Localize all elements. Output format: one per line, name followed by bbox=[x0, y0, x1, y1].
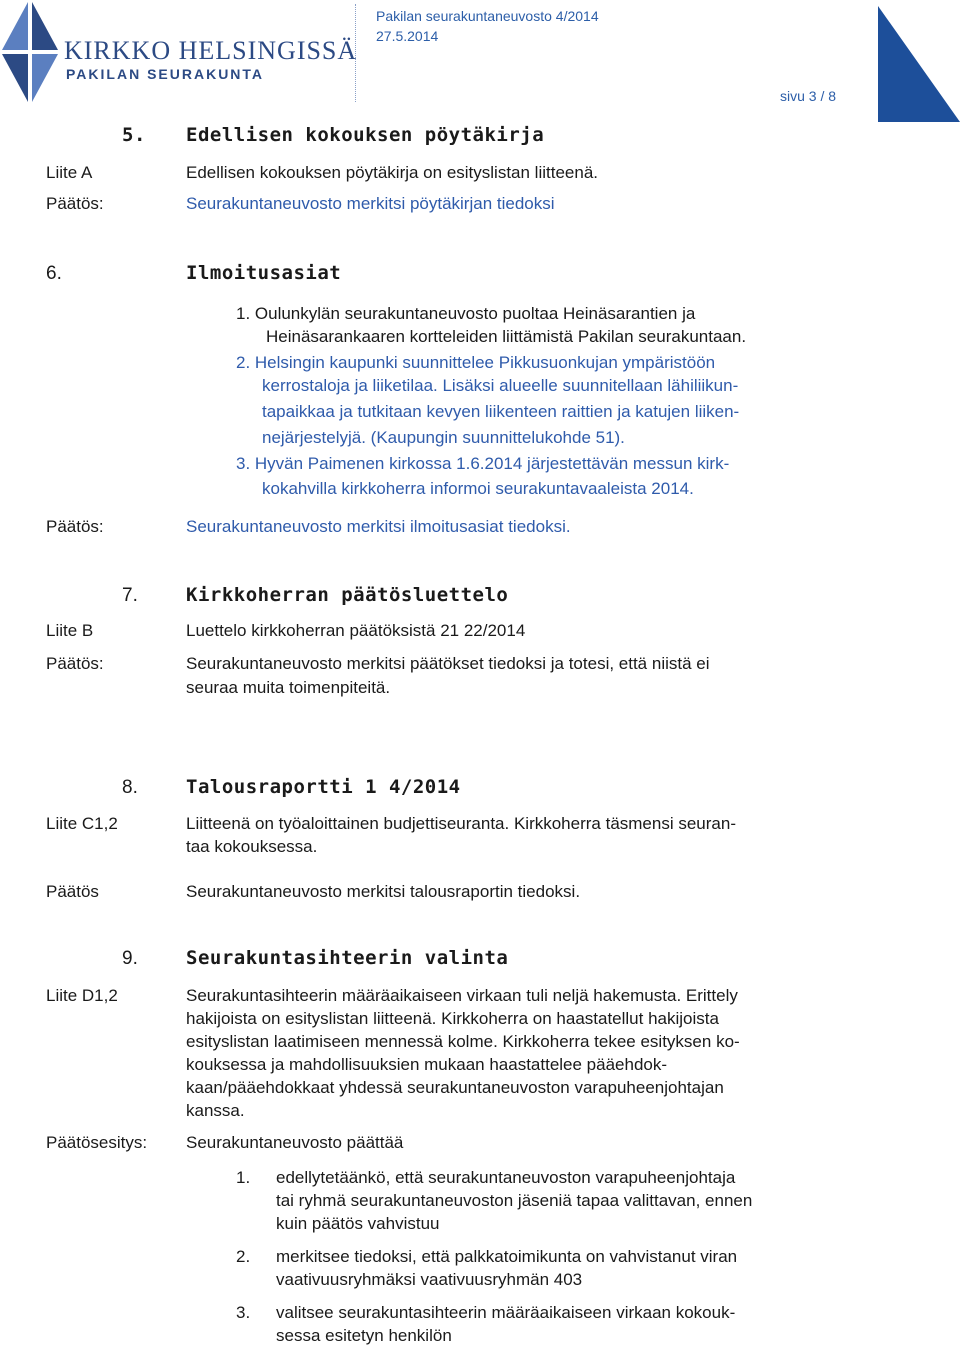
attachment-text: taa kokouksessa. bbox=[186, 837, 318, 856]
proposal-number: 2. bbox=[236, 1247, 251, 1266]
attachment-text: kaan/pääehdokkaat yhdessä seurakuntaneuvoston varapuheenjohtajan bbox=[186, 1078, 724, 1097]
attachment-text: esityslistan laatimiseen mennessä kolme. Kirkkoherra tekee esityksen ko- bbox=[186, 1032, 740, 1051]
section-5-number: 5. bbox=[122, 124, 146, 146]
section-7-number: 7. bbox=[122, 585, 138, 606]
announcement-line: 3. Hyvän Paimenen kirkossa 1.6.2014 järjestettävän messun kirk- bbox=[236, 454, 730, 473]
attachment-text: hakijoista on esityslistan liitteenä. Kirkkoherra on haastatellut hakijoista bbox=[186, 1009, 719, 1028]
proposal-item-line: edellytetäänkö, että seurakuntaneuvoston varapuheenjohtaja bbox=[276, 1168, 736, 1187]
logo-title: KIRKKO HELSINGISSÄ bbox=[64, 36, 358, 65]
announcement-line: 1. Oulunkylän seurakuntaneuvosto puoltaa Heinäsarantien ja bbox=[236, 304, 696, 323]
attachment-label: Liite C1,2 bbox=[46, 814, 118, 833]
announcement-line: 2. Helsingin kaupunki suunnittelee Pikkusuonkujan ympäristöön bbox=[236, 353, 716, 372]
proposal-item-line: merkitsee tiedoksi, että palkkatoimikunta on vahvistanut viran bbox=[276, 1247, 738, 1266]
decision-label: Päätös: bbox=[46, 194, 104, 213]
decision-text: Seurakuntaneuvosto merkitsi päätökset tiedoksi ja totesi, että niistä ei bbox=[186, 654, 710, 673]
decision-text: Seurakuntaneuvosto merkitsi pöytäkirjan tiedoksi bbox=[186, 194, 555, 213]
header-divider bbox=[355, 4, 356, 102]
section-9-number: 9. bbox=[122, 948, 138, 969]
document-title: Pakilan seurakuntaneuvosto 4/2014 bbox=[376, 8, 599, 24]
attachment-text: Liitteenä on työaloittainen budjettiseuranta. Kirkkoherra täsmensi seuran- bbox=[186, 814, 736, 833]
section-8-number: 8. bbox=[122, 777, 138, 798]
announcement-line: Heinäsarankaaren kortteleiden liittämistä Pakilan seurakuntaan. bbox=[266, 327, 747, 346]
announcement-line: kerrostaloja ja liiketilaa. Lisäksi alueelle suunnitellaan lähiliikun- bbox=[262, 376, 739, 395]
decision-label: Päätös: bbox=[46, 517, 104, 536]
announcement-line: tapaikkaa ja tutkitaan kevyen liikenteen raittien ja katujen liiken- bbox=[262, 402, 740, 421]
announcement-line: nejärjestelyjä. (Kaupungin suunnittelukohde 51). bbox=[262, 428, 625, 447]
section-9-title: Seurakuntasihteerin valinta bbox=[186, 947, 509, 969]
proposal-label: Päätösesitys: bbox=[46, 1133, 148, 1152]
page-number: sivu 3 / 8 bbox=[780, 88, 837, 104]
corner-triangle-icon bbox=[878, 0, 960, 124]
decision-label: Päätös: bbox=[46, 654, 104, 673]
attachment-text: Seurakuntasihteerin määräaikaiseen virkaan tuli neljä hakemusta. Erittely bbox=[186, 986, 738, 1005]
announcement-line: kokahvilla kirkkoherra informoi seurakuntavaaleista 2014. bbox=[262, 479, 694, 498]
decision-text: seuraa muita toimenpiteitä. bbox=[186, 678, 391, 697]
proposal-item-line: sessa esitetyn henkilön bbox=[276, 1326, 452, 1345]
attachment-label: Liite A bbox=[46, 163, 93, 182]
section-6-title: Ilmoitusasiat bbox=[186, 262, 342, 284]
proposal-item-line: vaativuusryhmäksi vaativuusryhmän 403 bbox=[276, 1270, 583, 1289]
proposal-item-line: tai ryhmä seurakuntaneuvoston jäseniä tapaa valittavan, ennen bbox=[276, 1191, 753, 1210]
proposal-item-line: kuin päätös vahvistuu bbox=[276, 1214, 440, 1233]
proposal-number: 3. bbox=[236, 1303, 251, 1322]
section-6-number: 6. bbox=[46, 263, 62, 284]
attachment-label: Liite B bbox=[46, 621, 94, 640]
attachment-text: kouksessa ja mahdollisuuksien mukaan haastattelee pääehdok- bbox=[186, 1055, 668, 1074]
decision-text: Seurakuntaneuvosto merkitsi ilmoitusasiat tiedoksi. bbox=[186, 517, 571, 536]
attachment-text: Luettelo kirkkoherran päätöksistä 21 22/2014 bbox=[186, 621, 526, 640]
church-cross-logo-icon bbox=[0, 0, 60, 104]
proposal-text: Seurakuntaneuvosto päättää bbox=[186, 1133, 404, 1152]
section-8-title: Talousraportti 1 4/2014 bbox=[186, 776, 461, 798]
logo-subtitle: PAKILAN SEURAKUNTA bbox=[66, 66, 265, 82]
section-5-title: Edellisen kokouksen pöytäkirja bbox=[186, 124, 545, 146]
section-7-title: Kirkkoherran päätösluettelo bbox=[186, 584, 509, 606]
decision-text: Seurakuntaneuvosto merkitsi talousraportin tiedoksi. bbox=[186, 882, 581, 901]
attachment-text: Edellisen kokouksen pöytäkirja on esityslistan liitteenä. bbox=[186, 163, 599, 182]
document-date: 27.5.2014 bbox=[376, 28, 439, 44]
attachment-text: kanssa. bbox=[186, 1101, 245, 1120]
attachment-label: Liite D1,2 bbox=[46, 986, 118, 1005]
decision-label: Päätös bbox=[46, 882, 99, 901]
proposal-number: 1. bbox=[236, 1168, 251, 1187]
proposal-item-line: valitsee seurakuntasihteerin määräaikaiseen virkaan kokouk- bbox=[276, 1303, 736, 1322]
